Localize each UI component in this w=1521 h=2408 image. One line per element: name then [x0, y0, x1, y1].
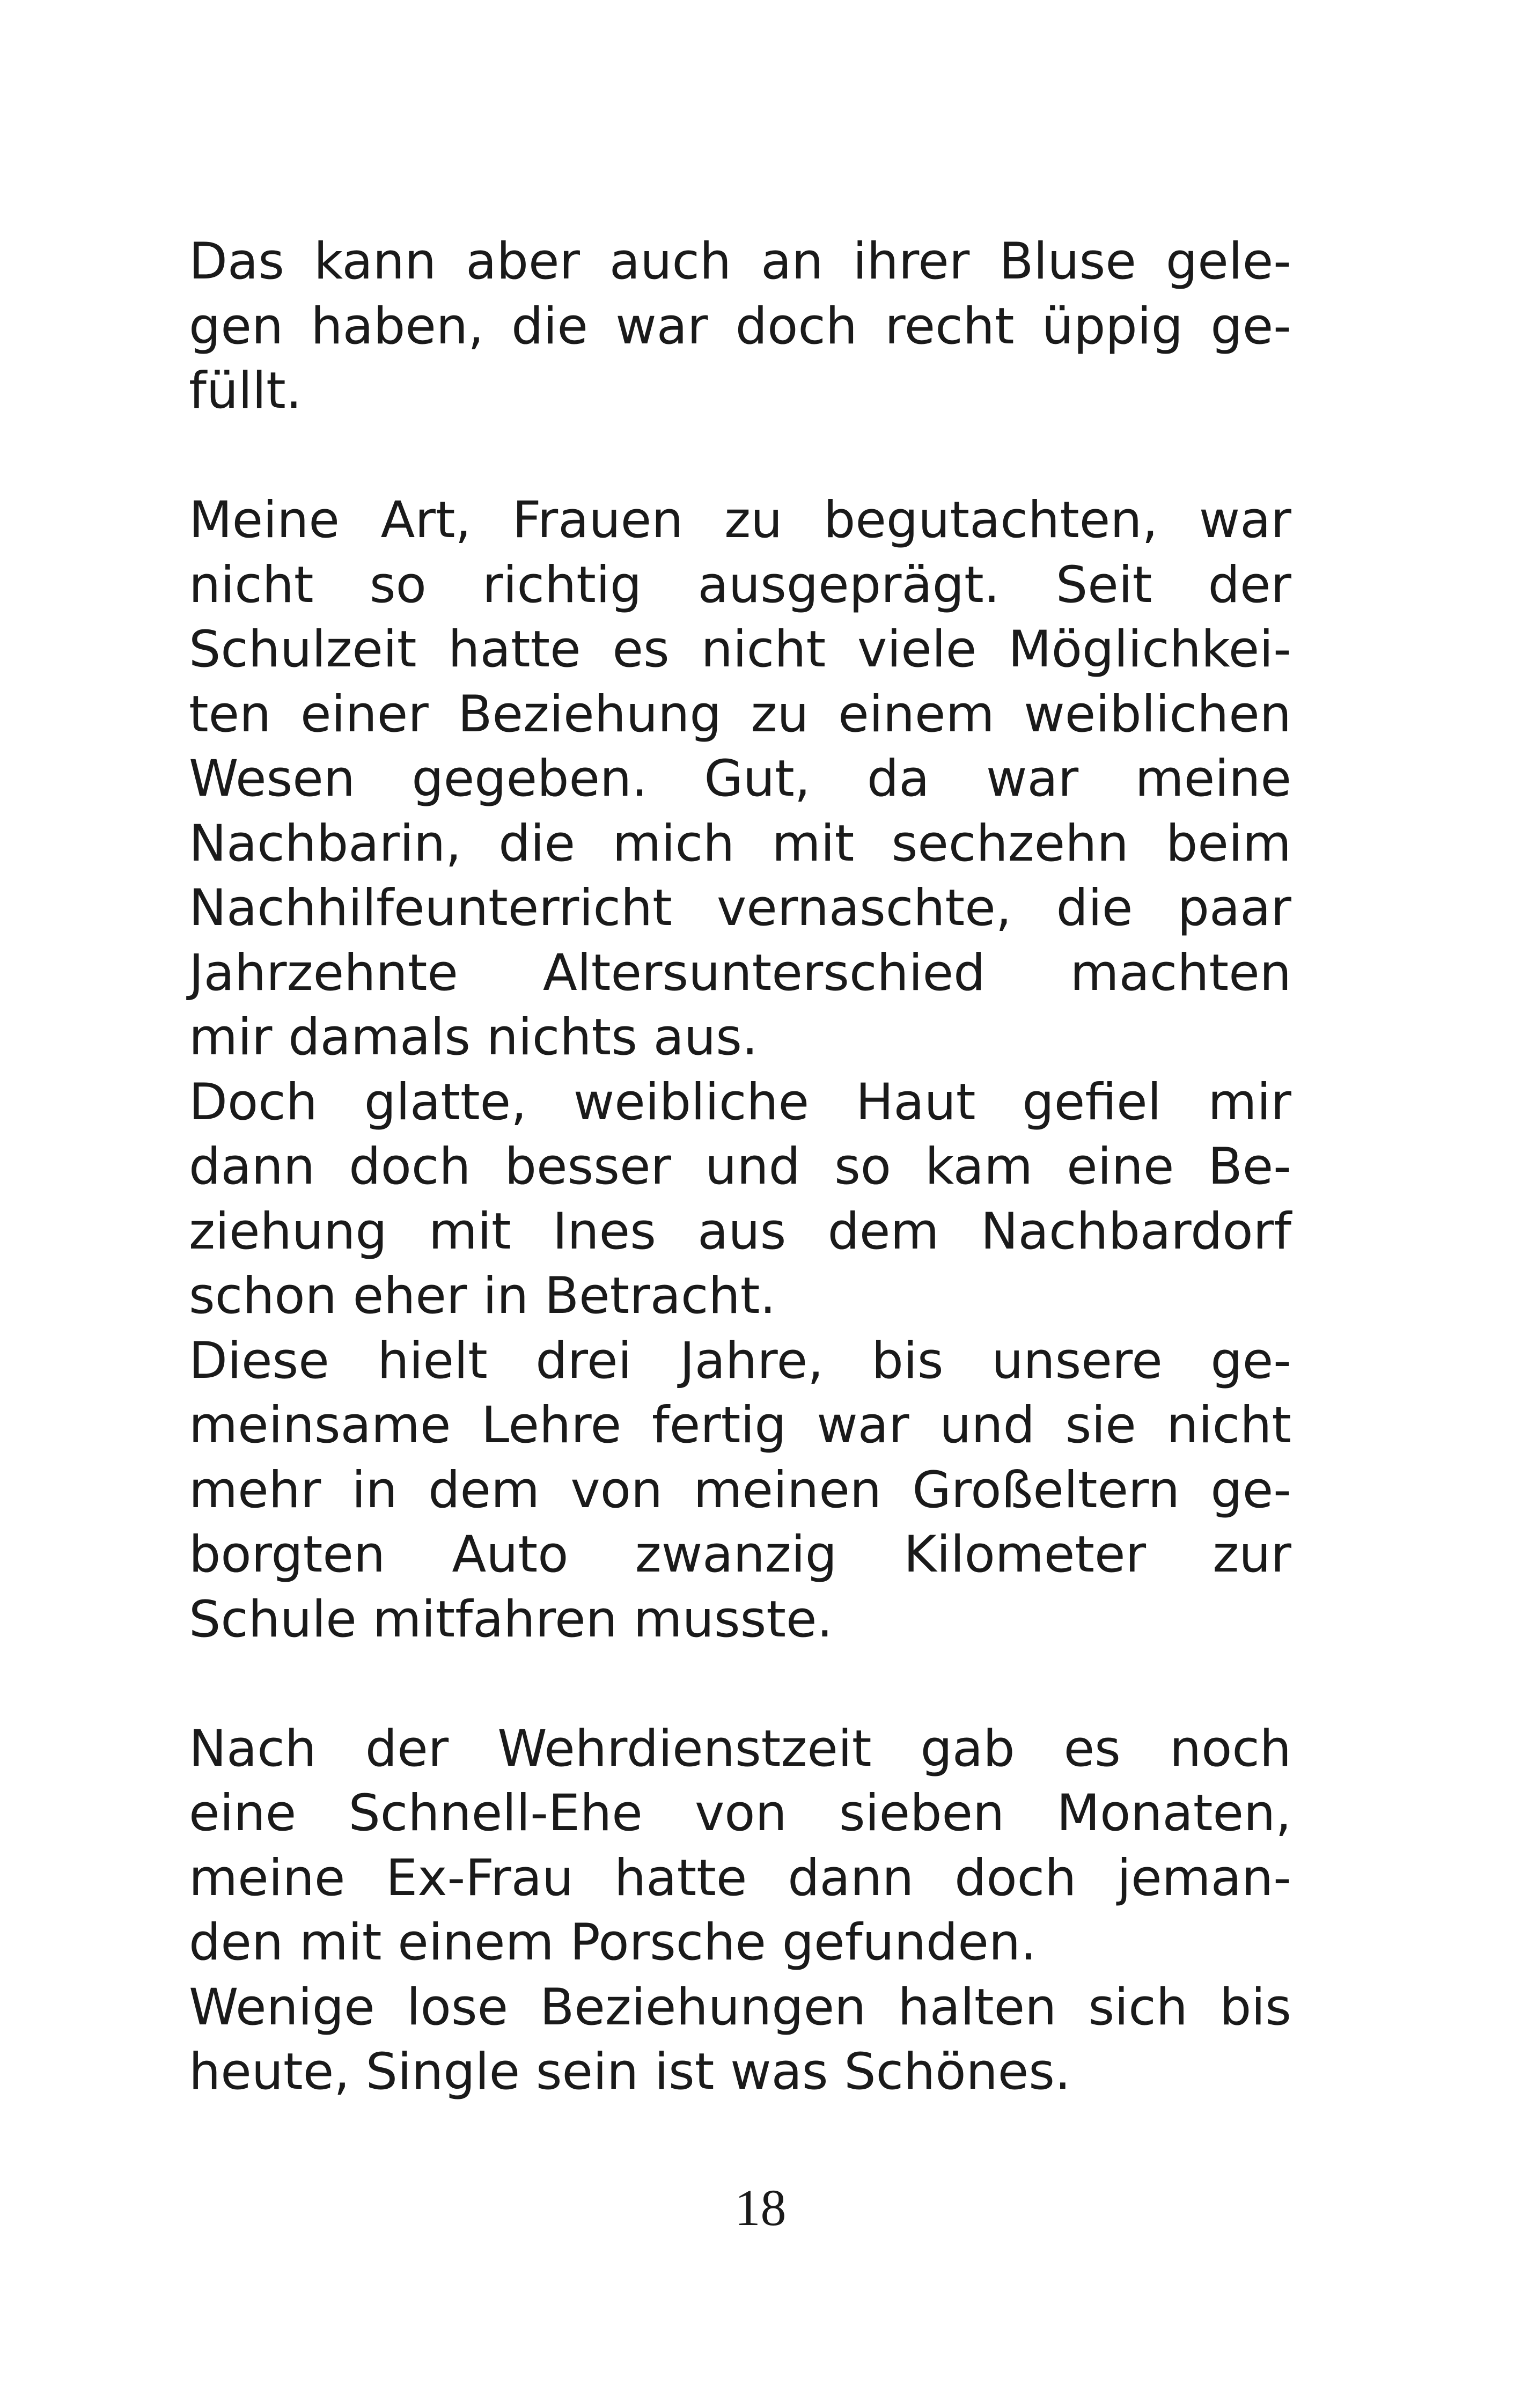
text-line: ten einer Beziehung zu einem weiblichen — [189, 685, 1291, 744]
text-line: nicht so richtig ausgeprägt. Seit der — [189, 555, 1291, 614]
text-line: Meine Art, Frauen zu begutachten, war — [189, 491, 1291, 549]
text-line: Jahrzehnte Altersunterschied machten — [189, 943, 1291, 1002]
paragraph-2 — [189, 488, 1291, 1070]
text-line: mehr in dem von meinen Großeltern ge- — [189, 1460, 1291, 1519]
text-line: Nachbarin, die mich mit sechzehn beim — [189, 814, 1291, 873]
text-line: mir damals nichts aus. — [189, 1008, 758, 1067]
text-line: den mit einem Porsche gefunden. — [189, 1913, 1037, 1972]
text-line: eine Schnell-Ehe von sieben Monaten, — [189, 1784, 1291, 1842]
text-line: Schulzeit hatte es nicht viele Möglichkei- — [189, 620, 1291, 679]
text-line: Nach der Wehrdienstzeit gab es noch — [189, 1719, 1291, 1778]
text-line: borgten Auto zwanzig Kilometer zur — [189, 1525, 1291, 1584]
text-line: Das kann aber auch an ihrer Bluse gele- — [189, 232, 1291, 291]
text-line: heute, Single sein ist was Schönes. — [189, 2043, 1071, 2101]
text-line: Wesen gegeben. Gut, da war meine — [189, 750, 1291, 808]
text-line: Diese hielt drei Jahre, bis unsere ge- — [189, 1331, 1291, 1390]
paragraph-1 — [189, 230, 1291, 424]
paragraph-4 — [189, 1329, 1291, 1653]
text-line: ziehung mit Ines aus dem Nachbardorf — [189, 1202, 1291, 1261]
text-line: Nachhilfeunterricht vernaschte, die paar — [189, 879, 1291, 937]
paragraph-gap — [189, 424, 1291, 489]
text-line: Doch glatte, weibliche Haut gefiel mir — [189, 1073, 1291, 1132]
text-line: schon eher in Betracht. — [189, 1267, 776, 1325]
paragraph-3 — [189, 1070, 1291, 1329]
text-line: meine Ex-Frau hatte dann doch jeman- — [189, 1848, 1291, 1907]
text-line: Schule mitfahren musste. — [189, 1590, 833, 1649]
paragraph-gap — [189, 1652, 1291, 1717]
text-line: Wenige lose Beziehungen halten sich bis — [189, 1978, 1291, 2037]
paragraph-6 — [189, 1976, 1291, 2105]
body-text — [189, 230, 1291, 2105]
text-line: gen haben, die war doch recht üppig ge- — [189, 297, 1291, 356]
text-line: füllt. — [189, 362, 302, 420]
paragraph-5 — [189, 1717, 1291, 1976]
text-line: dann doch besser und so kam eine Be- — [189, 1137, 1291, 1196]
text-line: meinsame Lehre fertig war und sie nicht — [189, 1396, 1291, 1455]
page-number: 18 — [734, 2179, 787, 2236]
